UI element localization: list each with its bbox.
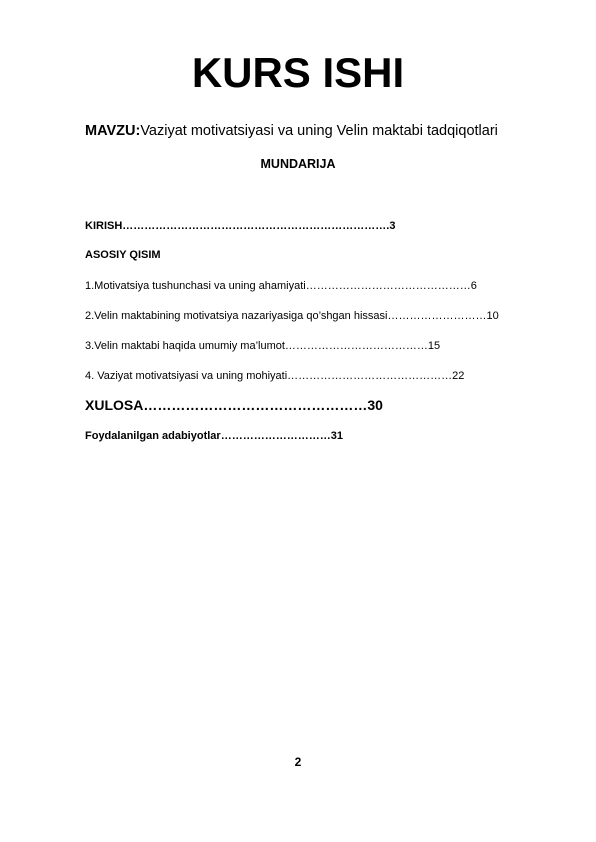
contents-heading: MUNDARIJA (260, 157, 336, 171)
topic-line (85, 122, 498, 140)
document-title: KURS ISHI (191, 49, 405, 96)
page-number: 2 (294, 755, 302, 769)
toc-item-main-part: ASOSIY QISIM (85, 249, 161, 261)
toc-item-section-1: 1.Motivatsiya tushunchasi va uning ahamiyati………………………………………6 (85, 280, 477, 292)
toc-item-section-3: 3.Velin maktabi haqida umumiy ma’lumot…………………………………15 (85, 340, 441, 352)
topic-label: MAVZU: (85, 123, 141, 139)
toc-item-introduction: KIRISH……………………………………………………………….3 (85, 220, 396, 232)
toc-item-section-4: 4. Vaziyat motivatsiyasi va uning mohiyati………………………………………22 (85, 370, 465, 382)
toc-item-references: Foydalanilgan adabiyotlar…………………………31 (85, 430, 343, 442)
toc-item-conclusion: XULOSA…………………………………………30 (85, 397, 383, 413)
topic-text: Vaziyat motivatsiyasi va uning Velin maktabi tadqiqotlari (140, 123, 498, 139)
toc-item-section-2: 2.Velin maktabining motivatsiya nazariyasiga qo’shgan hissasi………………………10 (85, 310, 499, 322)
